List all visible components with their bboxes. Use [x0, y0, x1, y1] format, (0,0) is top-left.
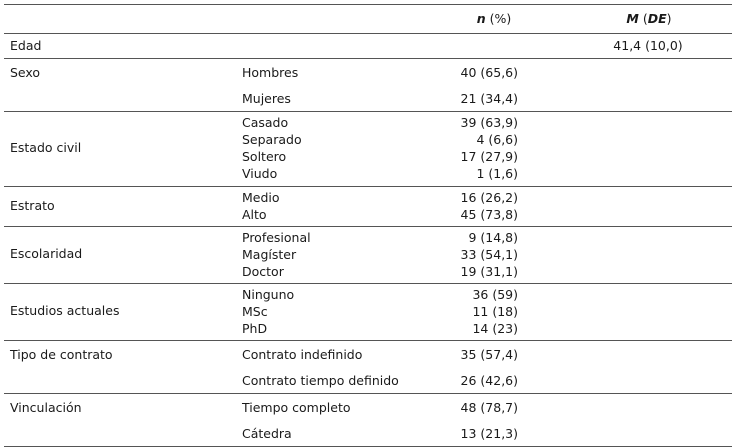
row-sublabel: Mujeres	[242, 91, 291, 106]
table-row	[4, 227, 732, 284]
row-sublabel: Contrato tiempo definido	[242, 373, 399, 388]
row-sublabel: Magíster	[242, 247, 297, 262]
row-value: 33 (54,1)	[460, 247, 518, 262]
table-row	[4, 59, 732, 112]
row-sublabel: Doctor	[242, 264, 284, 279]
row-category: Estudios actuales	[10, 303, 120, 318]
row-value: 13 (21,3)	[460, 426, 518, 441]
row-sublabel: Casado	[242, 115, 289, 130]
table-row	[4, 394, 732, 447]
header-mean-sd: M (DE)	[626, 11, 672, 26]
table-row	[4, 187, 732, 227]
row-sublabel: Hombres	[242, 65, 299, 80]
row-sublabel: Profesional	[242, 230, 311, 245]
row-value: 40 (65,6)	[460, 65, 518, 80]
row-sublabel: Ninguno	[242, 287, 295, 302]
row-value: 19 (31,1)	[460, 264, 518, 279]
row-value: 16 (26,2)	[460, 190, 518, 205]
row-value: 35 (57,4)	[460, 347, 518, 362]
row-value: 17 (27,9)	[460, 149, 518, 164]
row-sublabel: Separado	[242, 132, 302, 147]
row-category: Sexo	[10, 65, 41, 80]
row-value: 14 (23)	[472, 321, 518, 336]
row-category: Tipo de contrato	[10, 347, 113, 362]
header-n-percent: n (%)	[476, 11, 512, 26]
row-value: 36 (59)	[472, 287, 518, 302]
row-value: 11 (18)	[472, 304, 518, 319]
row-value: 45 (73,8)	[460, 207, 518, 222]
row-sublabel: Contrato indefinido	[242, 347, 363, 362]
row-value: 1 (1,6)	[476, 166, 518, 181]
row-category: Edad	[10, 38, 42, 53]
row-value: 4 (6,6)	[476, 132, 518, 147]
mean-sd-value: 41,4 (10,0)	[613, 38, 683, 53]
table-header	[4, 4, 732, 34]
row-value: 21 (34,4)	[460, 91, 518, 106]
row-sublabel: Alto	[242, 207, 267, 222]
table-row	[4, 112, 732, 187]
table-row	[4, 34, 732, 59]
row-value: 9 (14,8)	[468, 230, 518, 245]
row-category: Vinculación	[10, 400, 82, 415]
demographics-table	[4, 4, 732, 447]
row-value: 48 (78,7)	[460, 400, 518, 415]
row-sublabel: Soltero	[242, 149, 287, 164]
row-sublabel: MSc	[242, 304, 268, 319]
row-sublabel: Viudo	[242, 166, 278, 181]
row-sublabel: PhD	[242, 321, 268, 336]
row-sublabel: Cátedra	[242, 426, 292, 441]
table-row	[4, 341, 732, 394]
row-category: Estrato	[10, 198, 55, 213]
row-category: Escolaridad	[10, 246, 83, 261]
row-value: 39 (63,9)	[460, 115, 518, 130]
row-value: 26 (42,6)	[460, 373, 518, 388]
row-category: Estado civil	[10, 140, 82, 155]
table-row	[4, 284, 732, 341]
row-sublabel: Tiempo completo	[242, 400, 351, 415]
row-sublabel: Medio	[242, 190, 280, 205]
